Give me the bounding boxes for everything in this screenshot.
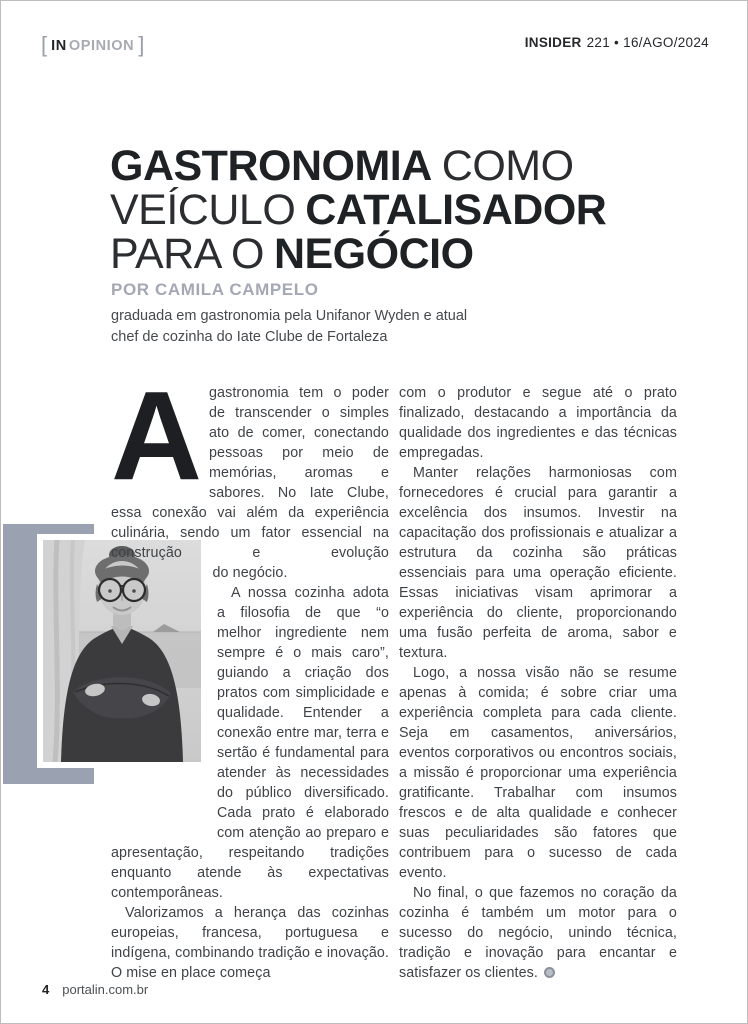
paragraph-1-lastline: do negócio. (212, 565, 288, 581)
dropcap: A (111, 365, 199, 506)
title-word-bold: GASTRONOMIA (110, 142, 432, 190)
title-word-light: PARA O (110, 230, 264, 278)
section-tag-in: IN (51, 37, 67, 54)
byline (111, 280, 671, 348)
title-line-3 (110, 232, 710, 276)
title-word-bold: CATALISADOR (305, 186, 607, 234)
bracket-right-icon: ] (138, 32, 145, 57)
page-number: 4 (42, 982, 50, 997)
section-tag (41, 32, 145, 57)
title-word-bold: NEGÓCIO (273, 230, 474, 278)
article-body (111, 365, 677, 983)
website-url: portalin.com.br (62, 982, 149, 997)
column-left (111, 365, 389, 983)
paragraph-2-text: A nossa cozinha adota a filosofia de que “o melhor ingrediente nem sempre é o mais caro”, guiando a criação dos pratos com simplicidade e qualidade. Entender a conexão entre mar, terra e sertão é fundamental para atender às necessidades do público diversificado. Cada prato é elaborado com atenção ao preparo e apresentação, respeitando tradições enquanto atende às expectativas contemporâneas. (111, 585, 389, 901)
paragraph-5: Manter relações harmoniosas com fornecedores é crucial para garantir a excelência dos insumos. Investir na capacitação dos profissionais e atualizar a estrutura da cozinha são práticas essenciais para uma operação eficiente. Essas iniciativas visam aprimorar a experiência do cliente, proporcionando uma fusão perfeita de aroma, sabor e textura. (399, 465, 677, 661)
column-right (399, 383, 677, 983)
title-line-1 (110, 144, 710, 188)
paragraph-7 (399, 883, 677, 983)
magazine-name: INSIDER (524, 35, 582, 50)
issue-info (525, 35, 709, 50)
bracket-left-icon: [ (41, 32, 48, 57)
end-of-article-icon (544, 967, 555, 978)
paragraph-2 (111, 583, 389, 903)
photo-wrap-spacer (111, 583, 217, 843)
paragraph-7-text: No final, o que fazemos no coração da cozinha é também um motor para o sucesso do negócio, unindo técnica, tradição e inovação para encantar e satisfazer os clientes. (399, 885, 677, 981)
author-bio-line-1: graduada em gastronomia pela Unifanor Wyden e atual (111, 308, 468, 324)
title-line-2 (110, 188, 710, 232)
section-tag-opinion: OPINION (68, 37, 135, 54)
title-word-light: VEÍCULO (110, 186, 296, 234)
page-footer (42, 982, 148, 997)
article-title (110, 144, 710, 276)
paragraph-1-text: gastronomia tem o poder de transcender o simples ato de comer, conectando pessoas por meio de memórias, aromas e sabores. No Iate Clube, essa conexão vai além da experiência culinária, sendo um fator essencial na construção e evolução (111, 385, 389, 561)
author-name: POR CAMILA CAMPELO (111, 280, 319, 299)
issue-date: 221 • 16/AGO/2024 (586, 35, 709, 50)
author-bio-line-2: chef de cozinha do Iate Clube de Fortaleza (111, 329, 388, 345)
paragraph-4: com o produtor e segue até o prato finalizado, destacando a importância da qualidade dos ingredientes e das técnicas empregadas. (399, 385, 677, 461)
title-word-light: COMO (441, 142, 574, 190)
paragraph-3: Valorizamos a herança das cozinhas europeias, francesa, portuguesa e indígena, combinando tradição e inovação. O mise en place começa (111, 905, 389, 981)
paragraph-1 (111, 365, 389, 563)
page-header (41, 32, 709, 57)
paragraph-6: Logo, a nossa visão não se resume apenas à comida; é sobre criar uma experiência completa para cada cliente. Seja em casamentos, aniversários, eventos corporativos ou encontros sociais, a missão é proporcionar uma experiência gratificante. Trabalhar com insumos frescos e de alta qualidade e conhecer suas peculiaridades são fatores que contribuem para o sucesso de cada evento. (399, 665, 677, 881)
